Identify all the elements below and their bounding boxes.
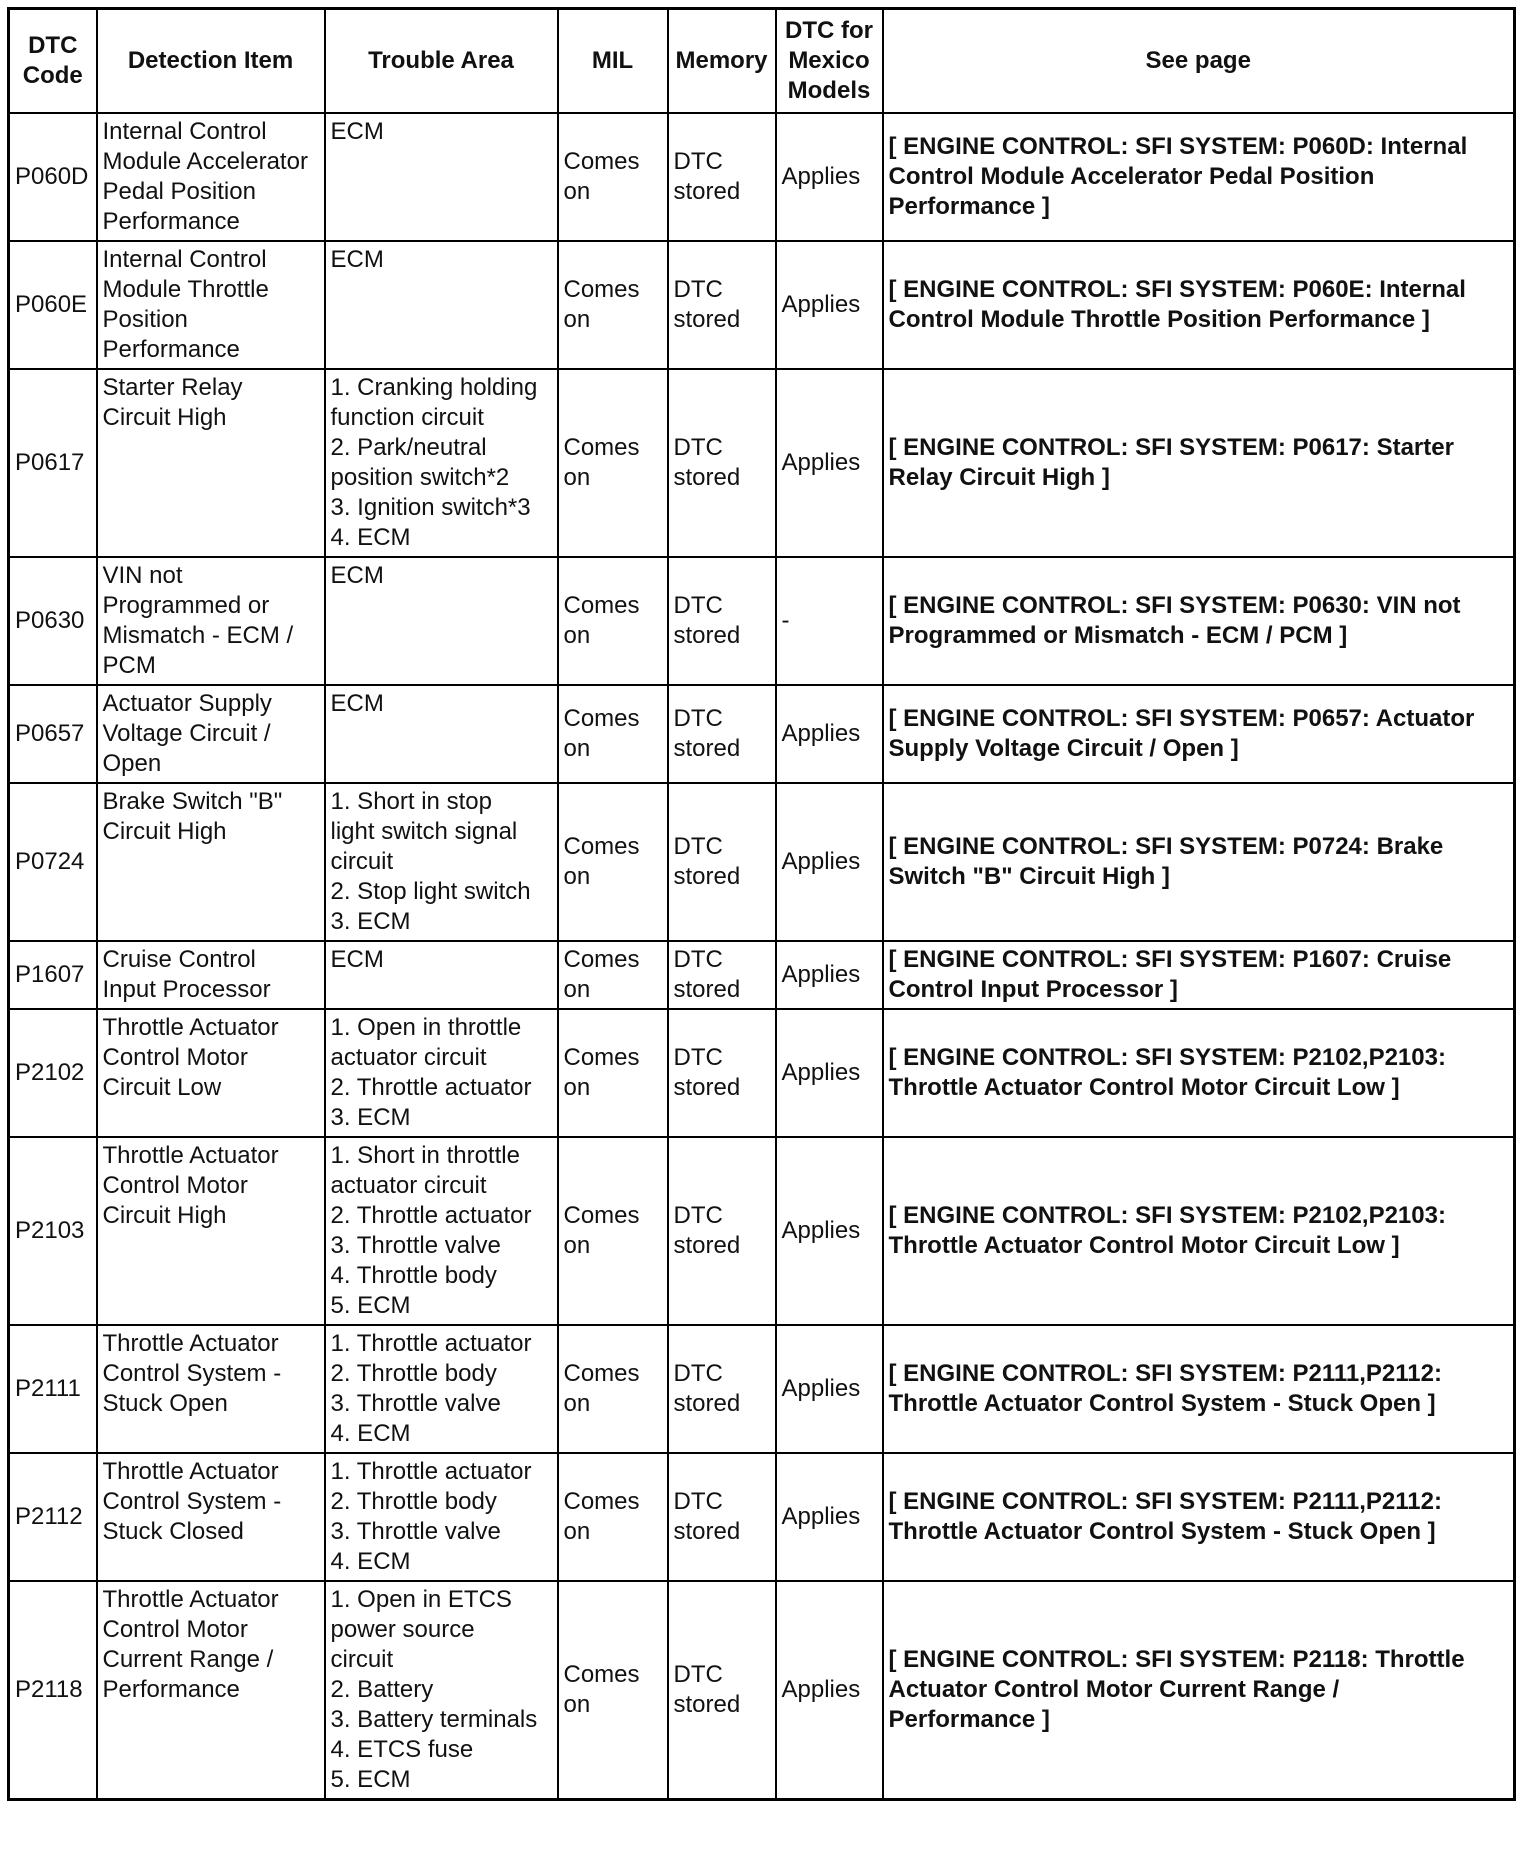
memory-cell: DTC stored — [668, 241, 776, 369]
table-row — [9, 783, 1515, 941]
trouble-area-cell: ECM — [325, 557, 558, 685]
header-trouble-area: Trouble Area — [325, 9, 558, 114]
header-mil: MIL — [558, 9, 668, 114]
trouble-area-cell: 1. Throttle actuator 2. Throttle body 3. Throttle valve 4. ECM — [325, 1453, 558, 1581]
detection-item-cell: Starter Relay Circuit High — [97, 369, 325, 557]
mil-cell: Comes on — [558, 1325, 668, 1453]
dtc-table — [7, 7, 1516, 1801]
mil-cell: Comes on — [558, 369, 668, 557]
mil-cell: Comes on — [558, 241, 668, 369]
trouble-area-cell: ECM — [325, 941, 558, 1009]
mil-cell: Comes on — [558, 113, 668, 241]
table-row — [9, 113, 1515, 241]
trouble-area-cell: 1. Short in stop light switch signal circuit 2. Stop light switch 3. ECM — [325, 783, 558, 941]
see-page-link[interactable]: [ ENGINE CONTROL: SFI SYSTEM: P2102,P2103: Throttle Actuator Control Motor Circuit Low ] — [883, 1009, 1515, 1137]
trouble-area-cell: ECM — [325, 113, 558, 241]
header-mexico-models: DTC for Mexico Models — [776, 9, 883, 114]
mexico-models-cell: Applies — [776, 1009, 883, 1137]
trouble-area-cell: 1. Open in throttle actuator circuit 2. Throttle actuator 3. ECM — [325, 1009, 558, 1137]
mexico-models-cell: Applies — [776, 113, 883, 241]
dtc-code-cell: P2102 — [9, 1009, 97, 1137]
mexico-models-cell: - — [776, 557, 883, 685]
dtc-code-cell: P2111 — [9, 1325, 97, 1453]
memory-cell: DTC stored — [668, 1009, 776, 1137]
table-row — [9, 1581, 1515, 1800]
detection-item-cell: Actuator Supply Voltage Circuit / Open — [97, 685, 325, 783]
dtc-code-cell: P060D — [9, 113, 97, 241]
detection-item-cell: Throttle Actuator Control Motor Current Range / Performance — [97, 1581, 325, 1800]
header-see-page: See page — [883, 9, 1515, 114]
dtc-code-cell: P2112 — [9, 1453, 97, 1581]
see-page-link[interactable]: [ ENGINE CONTROL: SFI SYSTEM: P0630: VIN not Programmed or Mismatch - ECM / PCM ] — [883, 557, 1515, 685]
dtc-code-cell: P0657 — [9, 685, 97, 783]
see-page-link[interactable]: [ ENGINE CONTROL: SFI SYSTEM: P0657: Actuator Supply Voltage Circuit / Open ] — [883, 685, 1515, 783]
table-row — [9, 241, 1515, 369]
table-row — [9, 1453, 1515, 1581]
header-row — [9, 9, 1515, 114]
trouble-area-cell: ECM — [325, 241, 558, 369]
memory-cell: DTC stored — [668, 369, 776, 557]
trouble-area-cell: ECM — [325, 685, 558, 783]
see-page-link[interactable]: [ ENGINE CONTROL: SFI SYSTEM: P0617: Starter Relay Circuit High ] — [883, 369, 1515, 557]
dtc-table-container — [7, 7, 1513, 1801]
mexico-models-cell: Applies — [776, 1453, 883, 1581]
trouble-area-cell: 1. Cranking holding function circuit 2. Park/neutral position switch*2 3. Ignition switch*3 4. ECM — [325, 369, 558, 557]
table-row — [9, 685, 1515, 783]
mexico-models-cell: Applies — [776, 1325, 883, 1453]
dtc-code-cell: P1607 — [9, 941, 97, 1009]
detection-item-cell: Throttle Actuator Control System - Stuck Closed — [97, 1453, 325, 1581]
see-page-link[interactable]: [ ENGINE CONTROL: SFI SYSTEM: P060D: Internal Control Module Accelerator Pedal Position Performance ] — [883, 113, 1515, 241]
memory-cell: DTC stored — [668, 113, 776, 241]
table-row — [9, 369, 1515, 557]
mil-cell: Comes on — [558, 1581, 668, 1800]
mil-cell: Comes on — [558, 557, 668, 685]
dtc-rows — [9, 113, 1515, 1800]
table-row — [9, 941, 1515, 1009]
dtc-code-cell: P0617 — [9, 369, 97, 557]
memory-cell: DTC stored — [668, 1325, 776, 1453]
dtc-code-cell: P0724 — [9, 783, 97, 941]
header-dtc-code: DTC Code — [9, 9, 97, 114]
mexico-models-cell: Applies — [776, 241, 883, 369]
table-row — [9, 1009, 1515, 1137]
memory-cell: DTC stored — [668, 685, 776, 783]
table-row — [9, 557, 1515, 685]
detection-item-cell: Internal Control Module Accelerator Pedal Position Performance — [97, 113, 325, 241]
trouble-area-cell: 1. Throttle actuator 2. Throttle body 3. Throttle valve 4. ECM — [325, 1325, 558, 1453]
table-row — [9, 1137, 1515, 1325]
see-page-link[interactable]: [ ENGINE CONTROL: SFI SYSTEM: P0724: Brake Switch "B" Circuit High ] — [883, 783, 1515, 941]
mexico-models-cell: Applies — [776, 369, 883, 557]
dtc-code-cell: P0630 — [9, 557, 97, 685]
see-page-link[interactable]: [ ENGINE CONTROL: SFI SYSTEM: P2102,P2103: Throttle Actuator Control Motor Circuit Low ] — [883, 1137, 1515, 1325]
detection-item-cell: Throttle Actuator Control Motor Circuit Low — [97, 1009, 325, 1137]
dtc-code-cell: P2103 — [9, 1137, 97, 1325]
mil-cell: Comes on — [558, 685, 668, 783]
detection-item-cell: Cruise Control Input Processor — [97, 941, 325, 1009]
memory-cell: DTC stored — [668, 783, 776, 941]
dtc-code-cell: P060E — [9, 241, 97, 369]
detection-item-cell: Throttle Actuator Control Motor Circuit High — [97, 1137, 325, 1325]
see-page-link[interactable]: [ ENGINE CONTROL: SFI SYSTEM: P2111,P2112: Throttle Actuator Control System - Stuck Open ] — [883, 1453, 1515, 1581]
dtc-code-cell: P2118 — [9, 1581, 97, 1800]
detection-item-cell: VIN not Programmed or Mismatch - ECM / PCM — [97, 557, 325, 685]
mil-cell: Comes on — [558, 1009, 668, 1137]
memory-cell: DTC stored — [668, 1453, 776, 1581]
see-page-link[interactable]: [ ENGINE CONTROL: SFI SYSTEM: P2111,P2112: Throttle Actuator Control System - Stuck Open ] — [883, 1325, 1515, 1453]
see-page-link[interactable]: [ ENGINE CONTROL: SFI SYSTEM: P1607: Cruise Control Input Processor ] — [883, 941, 1515, 1009]
see-page-link[interactable]: [ ENGINE CONTROL: SFI SYSTEM: P2118: Throttle Actuator Control Motor Current Range / Performance ] — [883, 1581, 1515, 1800]
detection-item-cell: Throttle Actuator Control System - Stuck Open — [97, 1325, 325, 1453]
detection-item-cell: Brake Switch "B" Circuit High — [97, 783, 325, 941]
header-detection-item: Detection Item — [97, 9, 325, 114]
mexico-models-cell: Applies — [776, 941, 883, 1009]
memory-cell: DTC stored — [668, 557, 776, 685]
see-page-link[interactable]: [ ENGINE CONTROL: SFI SYSTEM: P060E: Internal Control Module Throttle Position Performance ] — [883, 241, 1515, 369]
mil-cell: Comes on — [558, 783, 668, 941]
mexico-models-cell: Applies — [776, 783, 883, 941]
memory-cell: DTC stored — [668, 941, 776, 1009]
mil-cell: Comes on — [558, 941, 668, 1009]
mexico-models-cell: Applies — [776, 685, 883, 783]
mexico-models-cell: Applies — [776, 1137, 883, 1325]
memory-cell: DTC stored — [668, 1581, 776, 1800]
trouble-area-cell: 1. Open in ETCS power source circuit 2. Battery 3. Battery terminals 4. ETCS fuse 5. ECM — [325, 1581, 558, 1800]
header-memory: Memory — [668, 9, 776, 114]
mil-cell: Comes on — [558, 1137, 668, 1325]
mexico-models-cell: Applies — [776, 1581, 883, 1800]
detection-item-cell: Internal Control Module Throttle Position Performance — [97, 241, 325, 369]
trouble-area-cell: 1. Short in throttle actuator circuit 2. Throttle actuator 3. Throttle valve 4. Throttle body 5. ECM — [325, 1137, 558, 1325]
mil-cell: Comes on — [558, 1453, 668, 1581]
table-row — [9, 1325, 1515, 1453]
memory-cell: DTC stored — [668, 1137, 776, 1325]
